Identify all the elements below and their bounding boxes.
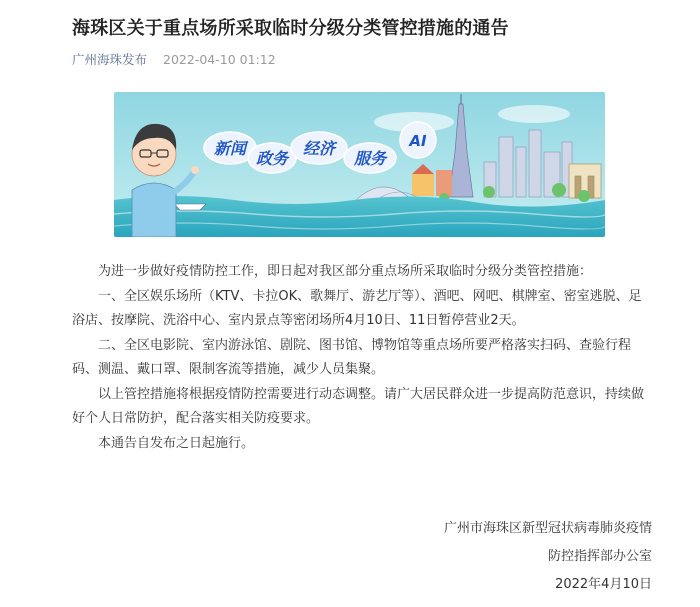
banner-tag: AI	[409, 132, 427, 150]
paragraph: 以上管控措施将根据疫情防控需要进行动态调整。请广大居民群众进一步提高防范意识，持续做好个人日常防护，配合落实相关防疫要求。	[72, 386, 645, 426]
signature-org-line2: 防控指挥部办公室	[547, 549, 652, 564]
publish-time: 2022-04-10 01:12	[163, 52, 276, 67]
banner-tag: 经济	[302, 139, 336, 158]
paragraph: 为进一步做好疫情防控工作，即日起对我区部分重点场所采取临时分级分类管控措施：	[98, 264, 593, 279]
article-meta	[72, 50, 276, 68]
paragraph: 二、全区电影院、室内游泳馆、剧院、图书馆、博物馆等重点场所要严格落实扫码、查验行程码、测温、戴口罩、限制客流等措施，减少人员集聚。	[72, 337, 632, 377]
header-banner-image	[114, 92, 605, 237]
signature-block	[444, 515, 652, 599]
banner-tag: 政务	[255, 149, 289, 168]
paragraph: 一、全区娱乐场所（KTV、卡拉OK、歌舞厅、游艺厅等）、酒吧、网吧、棋牌室、密室逃脱、足浴店、按摩院、洗浴中心、室内景点等密闭场所4月10日、11日暂停营业2天。	[72, 288, 642, 328]
paragraph: 本通告自发布之日起施行。	[98, 435, 255, 451]
signature-date: 2022年4月10日	[555, 577, 652, 592]
banner-tag: 新闻	[213, 139, 247, 158]
account-name-link[interactable]: 广州海珠发布	[72, 52, 148, 67]
boat-icon	[174, 204, 206, 210]
banner-tag: 服务	[353, 149, 387, 168]
article-title: 海珠区关于重点场所采取临时分级分类管控措施的通告	[72, 18, 509, 39]
signature-org-line1: 广州市海珠区新型冠状病毒肺炎疫情	[443, 521, 652, 536]
article-body	[72, 260, 652, 456]
